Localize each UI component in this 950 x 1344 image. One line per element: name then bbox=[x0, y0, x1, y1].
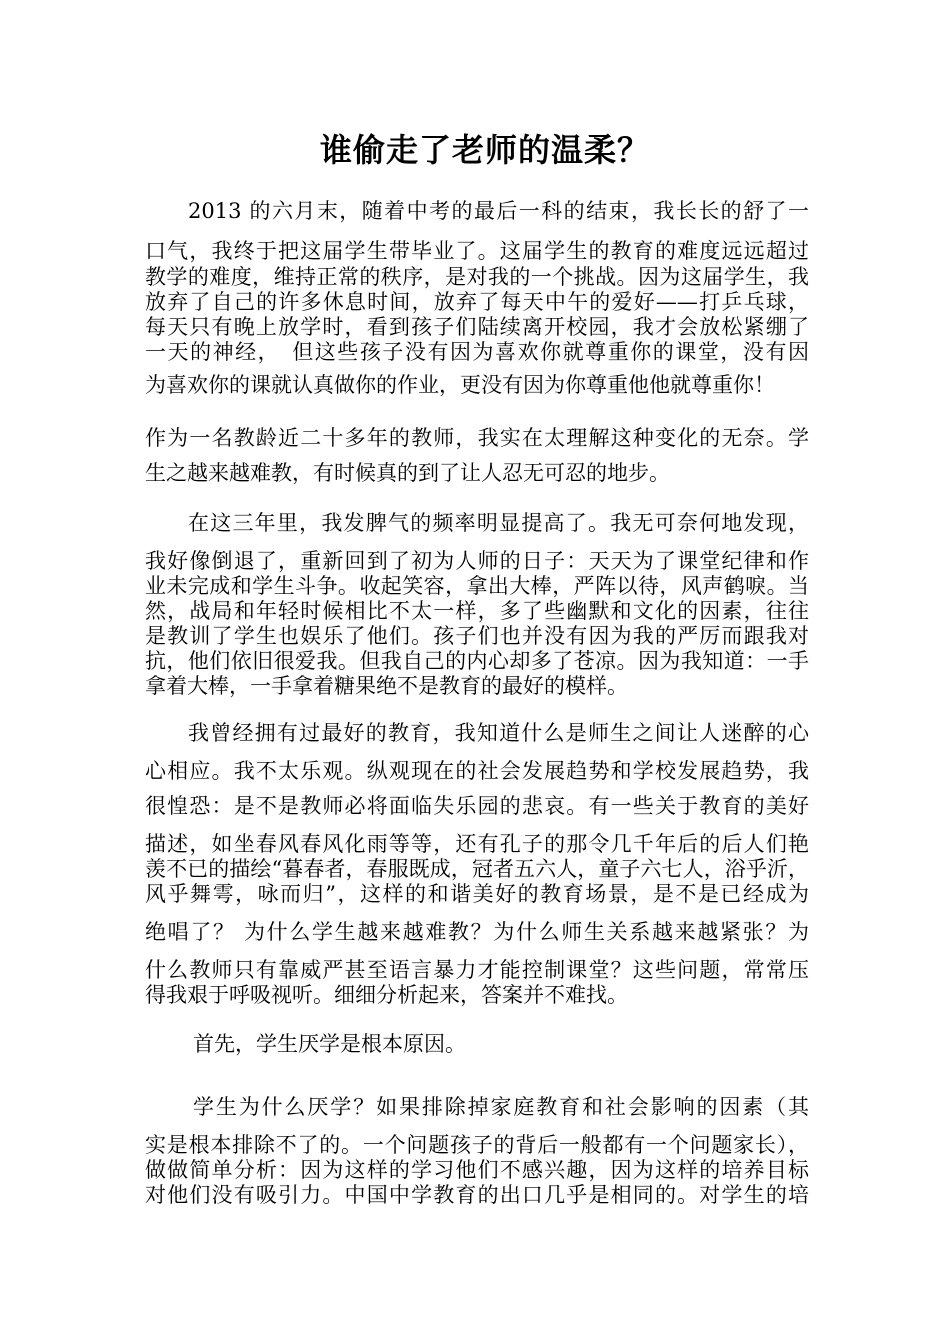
paragraph-line: 在这三年里，我发脾气的频率明显提高了。我无可奈何地发现， bbox=[188, 511, 809, 535]
paragraph-line: 然，战局和年轻时候相比不太一样，多了些幽默和文化的因素，往往 bbox=[145, 599, 809, 623]
paragraph-line: 为喜欢你的课就认真做你的作业，更没有因为你尊重他他就尊重你！ bbox=[145, 373, 775, 397]
paragraph-line: 做做简单分析：因为这样的学习他们不感兴趣，因为这样的培养目标 bbox=[145, 1158, 809, 1182]
paragraph-line: 得我艰于呼吸视听。细细分析起来，答案并不难找。 bbox=[145, 983, 628, 1007]
paragraph-line: 学生为什么厌学？如果排除掉家庭教育和社会影响的因素（其 bbox=[193, 1095, 809, 1119]
paragraph-line: 风乎舞雩，咏而归”，这样的和谐美好的教育场景，是不是已经成为 bbox=[145, 882, 809, 906]
paragraph-line: 生之越来越难教，有时候真的到了让人忍无可忍的地步。 bbox=[145, 461, 670, 485]
paragraph-line: 对他们没有吸引力。中国中学教育的出口几乎是相同的。对学生的培 bbox=[145, 1183, 809, 1207]
paragraph-line: 羡不已的描绘“暮春者，春服既成，冠者五六人，童子六七人，浴乎沂， bbox=[145, 857, 809, 881]
paragraph-line: 实是根本排除不了的。一个问题孩子的背后一般都有一个问题家长）， bbox=[145, 1133, 809, 1157]
paragraph-line: 什么教师只有靠威严甚至语言暴力才能控制课堂？这些问题，常常压 bbox=[145, 958, 809, 982]
paragraph-line: 心相应。我不太乐观。纵观现在的社会发展趋势和学校发展趋势，我 bbox=[145, 759, 809, 783]
document-title: 谁偷走了老师的温柔？ bbox=[319, 131, 650, 169]
paragraph-line: 我曾经拥有过最好的教育，我知道什么是师生之间让人迷醉的心 bbox=[188, 721, 809, 745]
paragraph-line: 2013 的六月末，随着中考的最后一科的结束，我长长的舒了一 bbox=[188, 199, 809, 223]
paragraph-line: 很惶恐：是不是教师必将面临失乐园的悲哀。有一些关于教育的美好 bbox=[145, 794, 809, 818]
paragraph-line: 拿着大棒，一手拿着糖果绝不是教育的最好的模样。 bbox=[145, 674, 628, 698]
paragraph-line: 教学的难度，维持正常的秩序，是对我的一个挑战。因为这届学生，我 bbox=[145, 265, 809, 289]
paragraph-line: 口气，我终于把这届学生带毕业了。这届学生的教育的难度远远超过 bbox=[145, 239, 809, 263]
paragraph-line: 抗，他们依旧很爱我。但我自己的内心却多了苍凉。因为我知道：一手 bbox=[145, 649, 809, 673]
paragraph-line: 业未完成和学生斗争。收起笑容，拿出大棒，严阵以待，风声鹤唳。当 bbox=[145, 574, 809, 598]
paragraph-line: 作为一名教龄近二十多年的教师，我实在太理解这种变化的无奈。学 bbox=[145, 426, 809, 450]
paragraph-line: 每天只有晚上放学时，看到孩子们陆续离开校园，我才会放松紧绷了 bbox=[145, 315, 809, 339]
paragraph-line: 是教训了学生也娱乐了他们。孩子们也并没有因为我的严厉而跟我对 bbox=[145, 624, 809, 648]
paragraph-line: 一天的神经， 但这些孩子没有因为喜欢你就尊重你的课堂，没有因 bbox=[145, 340, 809, 364]
paragraph-line: 我好像倒退了，重新回到了初为人师的日子：天天为了课堂纪律和作 bbox=[145, 549, 809, 573]
paragraph-line: 放弃了自己的许多休息时间，放弃了每天中午的爱好——打乒乓球， bbox=[145, 290, 809, 314]
paragraph-line: 描述，如坐春风春风化雨等等，还有孔子的那令几千年后的后人们艳 bbox=[145, 832, 809, 856]
paragraph-line: 绝唱了？ 为什么学生越来越难教？为什么师生关系越来越紧张？为 bbox=[145, 920, 809, 944]
paragraph-line: 首先，学生厌学是根本原因。 bbox=[193, 1032, 466, 1056]
